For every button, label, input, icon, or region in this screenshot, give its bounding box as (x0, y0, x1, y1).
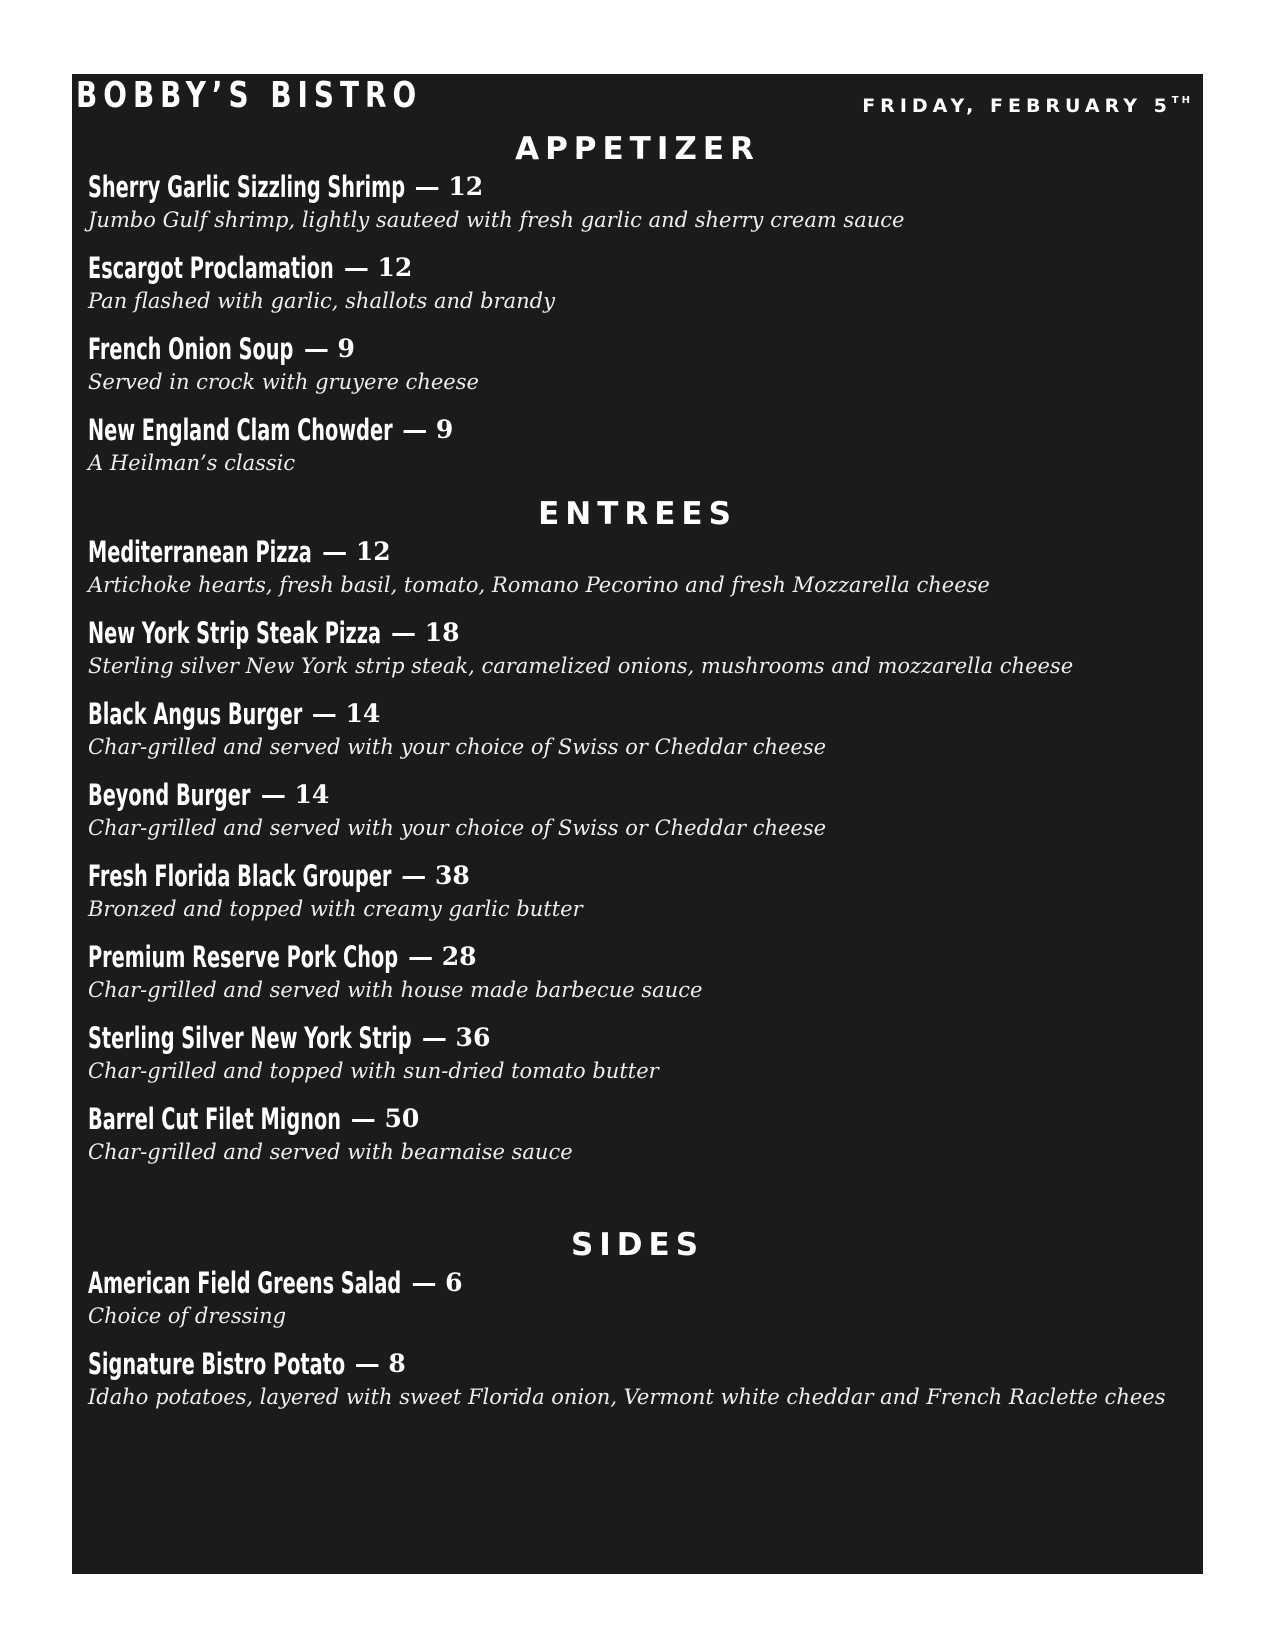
section-title-sides: SIDES (570, 1227, 705, 1263)
item-price: — 12 (414, 172, 484, 201)
item-description: Char-grilled and served with your choice of Swiss or Cheddar cheese (88, 816, 827, 840)
item-name: Fresh Florida Black Grouper (88, 859, 392, 893)
item-name: Sterling Silver New York Strip (88, 1021, 412, 1055)
item-price: — 9 (303, 334, 355, 363)
item-description: Char-grilled and served with house made barbecue sauce (88, 978, 703, 1002)
section-title-appetizer: APPETIZER (515, 131, 760, 167)
item-name: Premium Reserve Pork Chop (88, 940, 399, 974)
item-price: — 18 (391, 618, 460, 647)
menu-panel (72, 74, 1203, 1574)
menu-item (88, 615, 1188, 681)
item-name: Black Angus Burger (88, 697, 303, 731)
item-price: — 28 (408, 942, 477, 971)
item-name: Beyond Burger (88, 778, 251, 812)
item-description: Served in crock with gruyere cheese (88, 370, 479, 394)
restaurant-name: BOBBY’S BISTRO (76, 75, 423, 116)
menu-item (88, 858, 1188, 924)
item-name: Escargot Proclamation (88, 251, 334, 285)
item-name: New York Strip Steak Pizza (88, 616, 382, 650)
item-description: A Heilman’s classic (88, 451, 296, 475)
item-name: French Onion Soup (88, 332, 294, 366)
menu-item (88, 939, 1188, 1005)
item-price: — 14 (260, 780, 330, 809)
item-name: New England Clam Chowder (88, 413, 393, 447)
item-description: Artichoke hearts, fresh basil, tomato, Romano Pecorino and fresh Mozzarella cheese (88, 573, 990, 597)
item-description: Char-grilled and served with your choice of Swiss or Cheddar cheese (88, 735, 827, 759)
item-price: — 14 (311, 699, 381, 728)
item-price: — 12 (322, 537, 391, 566)
item-description: Sterling silver New York strip steak, caramelized onions, mushrooms and mozzarella cheese (88, 654, 1074, 678)
menu-date (862, 96, 1193, 116)
menu-item (88, 169, 1188, 235)
menu-date-text: FRIDAY, FEBRUARY 5 (862, 95, 1172, 117)
item-description: Jumbo Gulf shrimp, lightly sauteed with fresh garlic and sherry cream sauce (88, 208, 905, 232)
item-name: American Field Greens Salad (88, 1266, 402, 1300)
menu-item (88, 1101, 1188, 1167)
menu-item (88, 250, 1188, 316)
item-description: Pan flashed with garlic, shallots and brandy (88, 289, 555, 313)
item-price: — 38 (401, 861, 470, 890)
menu-item (88, 331, 1188, 397)
item-description: Char-grilled and topped with sun-dried tomato butter (88, 1059, 659, 1083)
item-name: Barrel Cut Filet Mignon (88, 1102, 341, 1136)
item-name: Sherry Garlic Sizzling Shrimp (88, 170, 406, 204)
item-description: Bronzed and topped with creamy garlic butter (88, 897, 583, 921)
item-description: Choice of dressing (88, 1304, 287, 1328)
menu-item (88, 1020, 1188, 1086)
item-name: Mediterranean Pizza (88, 535, 312, 569)
item-price: — 12 (343, 253, 413, 282)
item-price: — 50 (350, 1104, 420, 1133)
menu-item (88, 1265, 1188, 1331)
menu-item (88, 777, 1188, 843)
item-name: Signature Bistro Potato (88, 1347, 346, 1381)
item-price: — 36 (421, 1023, 491, 1052)
item-price: — 8 (354, 1349, 406, 1378)
item-price: — 6 (411, 1268, 463, 1297)
menu-date-suffix: TH (1171, 95, 1193, 106)
menu-item (88, 534, 1188, 600)
item-price: — 9 (402, 415, 454, 444)
item-description: Idaho potatoes, layered with sweet Florida onion, Vermont white cheddar and French Raclette chees (88, 1385, 1166, 1409)
menu-item (88, 412, 1188, 478)
section-title-entrees: ENTREES (538, 496, 737, 532)
menu-item (88, 696, 1188, 762)
menu-item (88, 1346, 1188, 1412)
item-description: Char-grilled and served with bearnaise sauce (88, 1140, 573, 1164)
